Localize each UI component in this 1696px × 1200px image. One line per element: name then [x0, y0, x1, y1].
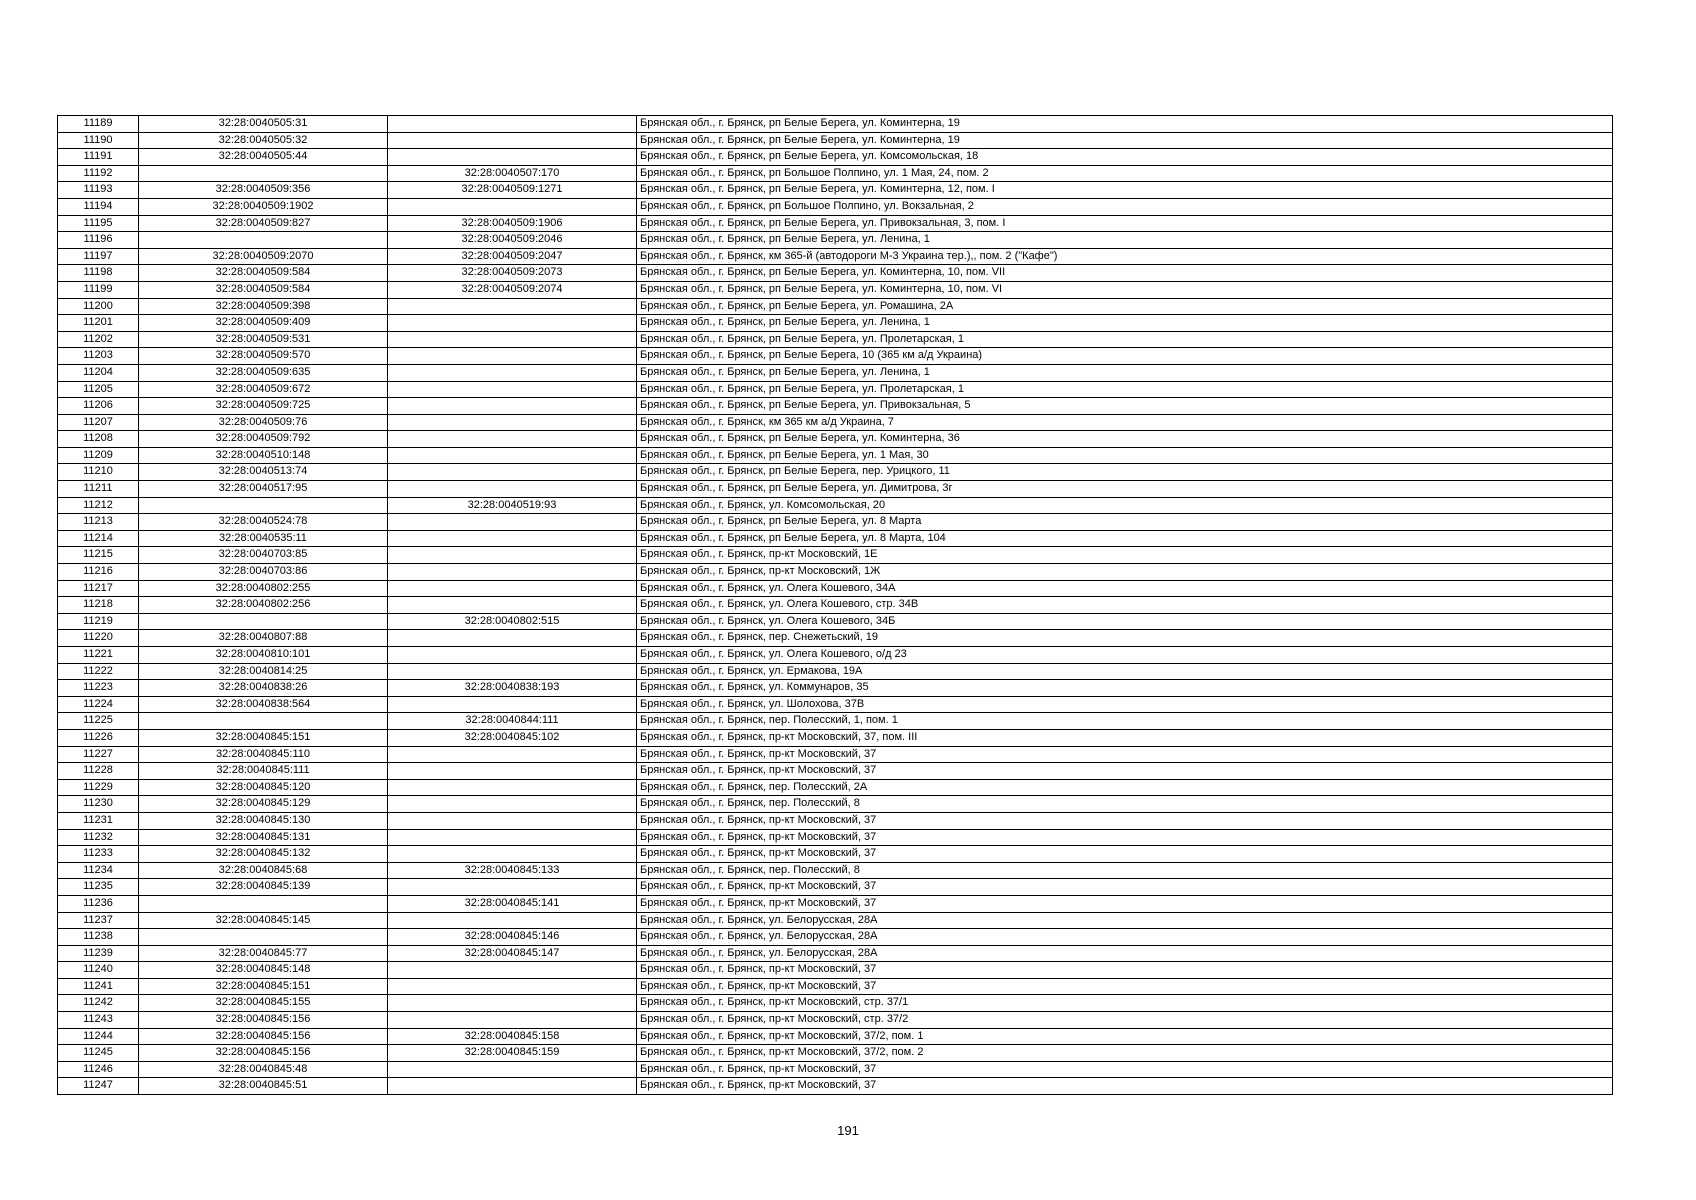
table-row [58, 1012, 1613, 1029]
table-row [58, 331, 1613, 348]
cadastral-number-cell: 32:28:0040509:356 [139, 182, 388, 199]
address-cell: Брянская обл., г. Брянск, пр-кт Московский, стр. 37/1 [637, 995, 1613, 1012]
cadastral-number-cell: 32:28:0040810:101 [139, 647, 388, 664]
table-row [58, 879, 1613, 896]
address-cell: Брянская обл., г. Брянск, км 365 км а/д Украина, 7 [637, 414, 1613, 431]
address-cell: Брянская обл., г. Брянск, пер. Полесский, 2А [637, 779, 1613, 796]
object-cadastral-number-cell: 32:28:0040845:102 [388, 729, 637, 746]
address-cell: Брянская обл., г. Брянск, рп Большое Полпино, ул. Вокзальная, 2 [637, 198, 1613, 215]
cadastral-number-cell [139, 929, 388, 946]
table-row [58, 1028, 1613, 1045]
address-cell: Брянская обл., г. Брянск, пр-кт Московский, 37 [637, 1078, 1613, 1095]
table-row [58, 497, 1613, 514]
table-row [58, 265, 1613, 282]
address-cell: Брянская обл., г. Брянск, ул. Комсомольская, 20 [637, 497, 1613, 514]
object-cadastral-number-cell [388, 812, 637, 829]
table-row [58, 713, 1613, 730]
address-cell: Брянская обл., г. Брянск, пр-кт Московский, 37 [637, 846, 1613, 863]
object-cadastral-number-cell: 32:28:0040845:158 [388, 1028, 637, 1045]
table-row [58, 796, 1613, 813]
page-number: 191 [837, 1123, 859, 1138]
address-cell: Брянская обл., г. Брянск, пр-кт Московский, 37 [637, 1061, 1613, 1078]
object-cadastral-number-cell [388, 298, 637, 315]
object-cadastral-number-cell [388, 547, 637, 564]
table-row [58, 182, 1613, 199]
object-cadastral-number-cell: 32:28:0040519:93 [388, 497, 637, 514]
row-number-cell: 11194 [58, 198, 139, 215]
address-cell: Брянская обл., г. Брянск, рп Белые Берега, ул. Привокзальная, 3, пом. I [637, 215, 1613, 232]
cadastral-number-cell: 32:28:0040509:584 [139, 281, 388, 298]
table-row [58, 962, 1613, 979]
row-number-cell: 11235 [58, 879, 139, 896]
address-cell: Брянская обл., г. Брянск, ул. Белорусская, 28А [637, 945, 1613, 962]
object-cadastral-number-cell: 32:28:0040845:159 [388, 1045, 637, 1062]
object-cadastral-number-cell [388, 746, 637, 763]
address-cell: Брянская обл., г. Брянск, рп Белые Берега, ул. Коминтерна, 36 [637, 431, 1613, 448]
row-number-cell: 11210 [58, 464, 139, 481]
cadastral-number-cell: 32:28:0040845:156 [139, 1028, 388, 1045]
cadastral-number-cell: 32:28:0040505:32 [139, 132, 388, 149]
table-row [58, 597, 1613, 614]
row-number-cell: 11198 [58, 265, 139, 282]
object-cadastral-number-cell: 32:28:0040845:133 [388, 862, 637, 879]
address-cell: Брянская обл., г. Брянск, рп Белые Берега, ул. 1 Мая, 30 [637, 447, 1613, 464]
row-number-cell: 11247 [58, 1078, 139, 1095]
address-cell: Брянская обл., г. Брянск, рп Белые Берега, ул. 8 Марта, 104 [637, 530, 1613, 547]
table-row [58, 580, 1613, 597]
object-cadastral-number-cell [388, 464, 637, 481]
object-cadastral-number-cell [388, 1012, 637, 1029]
table-row [58, 564, 1613, 581]
row-number-cell: 11211 [58, 481, 139, 498]
object-cadastral-number-cell: 32:28:0040509:1271 [388, 182, 637, 199]
table-row [58, 995, 1613, 1012]
object-cadastral-number-cell [388, 348, 637, 365]
row-number-cell: 11220 [58, 630, 139, 647]
cadastral-number-cell: 32:28:0040845:148 [139, 962, 388, 979]
object-cadastral-number-cell: 32:28:0040509:2074 [388, 281, 637, 298]
object-cadastral-number-cell [388, 978, 637, 995]
cadastral-number-cell: 32:28:0040845:139 [139, 879, 388, 896]
address-cell: Брянская обл., г. Брянск, пр-кт Московский, 37 [637, 763, 1613, 780]
address-cell: Брянская обл., г. Брянск, рп Белые Берега, ул. Ленина, 1 [637, 232, 1613, 249]
table-row [58, 298, 1613, 315]
row-number-cell: 11219 [58, 613, 139, 630]
object-cadastral-number-cell [388, 381, 637, 398]
row-number-cell: 11189 [58, 116, 139, 133]
table-row [58, 447, 1613, 464]
row-number-cell: 11224 [58, 696, 139, 713]
object-cadastral-number-cell [388, 962, 637, 979]
object-cadastral-number-cell [388, 564, 637, 581]
cadastral-number-cell: 32:28:0040513:74 [139, 464, 388, 481]
object-cadastral-number-cell [388, 829, 637, 846]
row-number-cell: 11192 [58, 165, 139, 182]
table-row [58, 729, 1613, 746]
row-number-cell: 11222 [58, 663, 139, 680]
row-number-cell: 11208 [58, 431, 139, 448]
address-cell: Брянская обл., г. Брянск, пр-кт Московский, 37, пом. III [637, 729, 1613, 746]
cadastral-number-cell: 32:28:0040802:256 [139, 597, 388, 614]
object-cadastral-number-cell [388, 796, 637, 813]
cadastral-number-cell: 32:28:0040509:570 [139, 348, 388, 365]
address-cell: Брянская обл., г. Брянск, рп Белые Берега, ул. Коминтерна, 10, пом. VI [637, 281, 1613, 298]
cadastral-number-cell: 32:28:0040845:77 [139, 945, 388, 962]
cadastral-number-cell: 32:28:0040845:130 [139, 812, 388, 829]
object-cadastral-number-cell [388, 447, 637, 464]
object-cadastral-number-cell [388, 1061, 637, 1078]
object-cadastral-number-cell [388, 763, 637, 780]
cadastral-number-cell: 32:28:0040509:584 [139, 265, 388, 282]
object-cadastral-number-cell [388, 331, 637, 348]
table-row [58, 945, 1613, 962]
object-cadastral-number-cell [388, 398, 637, 415]
object-cadastral-number-cell: 32:28:0040845:141 [388, 895, 637, 912]
row-number-cell: 11227 [58, 746, 139, 763]
address-cell: Брянская обл., г. Брянск, пр-кт Московский, 37 [637, 978, 1613, 995]
row-number-cell: 11197 [58, 248, 139, 265]
table-row [58, 381, 1613, 398]
address-cell: Брянская обл., г. Брянск, рп Белые Берега, ул. Пролетарская, 1 [637, 381, 1613, 398]
address-cell: Брянская обл., г. Брянск, рп Белые Берега, ул. Комсомольская, 18 [637, 149, 1613, 166]
cadastral-number-cell [139, 497, 388, 514]
address-cell: Брянская обл., г. Брянск, ул. Олега Кошевого, 34А [637, 580, 1613, 597]
object-cadastral-number-cell [388, 879, 637, 896]
object-cadastral-number-cell [388, 912, 637, 929]
cadastral-number-cell: 32:28:0040703:85 [139, 547, 388, 564]
address-cell: Брянская обл., г. Брянск, км 365-й (автодороги М-3 Украина тер.),, пом. 2 ("Кафе") [637, 248, 1613, 265]
table-row [58, 862, 1613, 879]
address-cell: Брянская обл., г. Брянск, ул. Олега Кошевого, стр. 34В [637, 597, 1613, 614]
table-row [58, 829, 1613, 846]
object-cadastral-number-cell [388, 663, 637, 680]
table-row [58, 746, 1613, 763]
cadastral-number-cell: 32:28:0040845:156 [139, 1045, 388, 1062]
row-number-cell: 11212 [58, 497, 139, 514]
address-cell: Брянская обл., г. Брянск, ул. Ермакова, 19А [637, 663, 1613, 680]
address-cell: Брянская обл., г. Брянск, пер. Полесский, 8 [637, 796, 1613, 813]
row-number-cell: 11223 [58, 680, 139, 697]
object-cadastral-number-cell [388, 481, 637, 498]
row-number-cell: 11231 [58, 812, 139, 829]
row-number-cell: 11206 [58, 398, 139, 415]
object-cadastral-number-cell [388, 431, 637, 448]
cadastral-number-cell: 32:28:0040524:78 [139, 514, 388, 531]
table-row [58, 613, 1613, 630]
cadastral-number-cell: 32:28:0040845:155 [139, 995, 388, 1012]
address-cell: Брянская обл., г. Брянск, рп Белые Берега, пер. Урицкого, 11 [637, 464, 1613, 481]
table-row [58, 1061, 1613, 1078]
table-row [58, 281, 1613, 298]
row-number-cell: 11217 [58, 580, 139, 597]
address-cell: Брянская обл., г. Брянск, пр-кт Московский, 37 [637, 879, 1613, 896]
address-cell: Брянская обл., г. Брянск, рп Белые Берега, ул. Привокзальная, 5 [637, 398, 1613, 415]
table-row [58, 530, 1613, 547]
cadastral-number-cell: 32:28:0040509:635 [139, 364, 388, 381]
table-row [58, 763, 1613, 780]
address-cell: Брянская обл., г. Брянск, пр-кт Московский, 1Е [637, 547, 1613, 564]
row-number-cell: 11246 [58, 1061, 139, 1078]
object-cadastral-number-cell: 32:28:0040844:111 [388, 713, 637, 730]
object-cadastral-number-cell: 32:28:0040509:1906 [388, 215, 637, 232]
table-row [58, 431, 1613, 448]
object-cadastral-number-cell [388, 364, 637, 381]
table-row [58, 912, 1613, 929]
row-number-cell: 11226 [58, 729, 139, 746]
cadastral-number-cell: 32:28:0040509:1902 [139, 198, 388, 215]
address-cell: Брянская обл., г. Брянск, рп Белые Берега, ул. Ленина, 1 [637, 364, 1613, 381]
table-row [58, 348, 1613, 365]
cadastral-number-cell: 32:28:0040845:48 [139, 1061, 388, 1078]
table-row [58, 779, 1613, 796]
cadastral-number-cell: 32:28:0040505:31 [139, 116, 388, 133]
row-number-cell: 11239 [58, 945, 139, 962]
table-row [58, 232, 1613, 249]
cadastral-number-cell [139, 613, 388, 630]
cadastral-number-cell: 32:28:0040845:151 [139, 729, 388, 746]
address-cell: Брянская обл., г. Брянск, рп Белые Берега, ул. Ромашина, 2А [637, 298, 1613, 315]
row-number-cell: 11214 [58, 530, 139, 547]
address-cell: Брянская обл., г. Брянск, пер. Снежетьский, 19 [637, 630, 1613, 647]
address-cell: Брянская обл., г. Брянск, рп Белые Берега, ул. Ленина, 1 [637, 315, 1613, 332]
cadastral-number-cell [139, 895, 388, 912]
row-number-cell: 11240 [58, 962, 139, 979]
object-cadastral-number-cell [388, 647, 637, 664]
table-row [58, 812, 1613, 829]
address-cell: Брянская обл., г. Брянск, пр-кт Московский, 37 [637, 829, 1613, 846]
row-number-cell: 11221 [58, 647, 139, 664]
row-number-cell: 11225 [58, 713, 139, 730]
table-row [58, 978, 1613, 995]
table-row [58, 198, 1613, 215]
object-cadastral-number-cell [388, 995, 637, 1012]
cadastral-number-cell: 32:28:0040845:51 [139, 1078, 388, 1095]
row-number-cell: 11193 [58, 182, 139, 199]
object-cadastral-number-cell: 32:28:0040509:2047 [388, 248, 637, 265]
object-cadastral-number-cell: 32:28:0040507:170 [388, 165, 637, 182]
cadastral-number-cell: 32:28:0040535:11 [139, 530, 388, 547]
table-row [58, 398, 1613, 415]
object-cadastral-number-cell [388, 530, 637, 547]
row-number-cell: 11204 [58, 364, 139, 381]
table-row [58, 929, 1613, 946]
row-number-cell: 11234 [58, 862, 139, 879]
table-row [58, 630, 1613, 647]
row-number-cell: 11203 [58, 348, 139, 365]
address-cell: Брянская обл., г. Брянск, пер. Полесский, 8 [637, 862, 1613, 879]
cadastral-number-cell [139, 165, 388, 182]
cadastral-number-cell: 32:28:0040845:145 [139, 912, 388, 929]
address-cell: Брянская обл., г. Брянск, пр-кт Московский, 37 [637, 895, 1613, 912]
row-number-cell: 11244 [58, 1028, 139, 1045]
table-row [58, 116, 1613, 133]
cadastral-number-cell: 32:28:0040509:827 [139, 215, 388, 232]
address-cell: Брянская обл., г. Брянск, ул. Белорусская, 28А [637, 912, 1613, 929]
cadastral-number-cell: 32:28:0040703:86 [139, 564, 388, 581]
cadastral-number-cell: 32:28:0040509:398 [139, 298, 388, 315]
cadastral-number-cell [139, 232, 388, 249]
table-row [58, 647, 1613, 664]
object-cadastral-number-cell: 32:28:0040802:515 [388, 613, 637, 630]
cadastral-number-cell [139, 713, 388, 730]
address-cell: Брянская обл., г. Брянск, пр-кт Московский, 37 [637, 746, 1613, 763]
cadastral-number-cell: 32:28:0040845:131 [139, 829, 388, 846]
object-cadastral-number-cell [388, 846, 637, 863]
cadastral-number-cell: 32:28:0040814:25 [139, 663, 388, 680]
cadastral-number-cell: 32:28:0040509:76 [139, 414, 388, 431]
cadastral-number-cell: 32:28:0040510:148 [139, 447, 388, 464]
row-number-cell: 11237 [58, 912, 139, 929]
row-number-cell: 11229 [58, 779, 139, 796]
row-number-cell: 11215 [58, 547, 139, 564]
table-row [58, 895, 1613, 912]
object-cadastral-number-cell [388, 1078, 637, 1095]
address-cell: Брянская обл., г. Брянск, ул. Коммунаров, 35 [637, 680, 1613, 697]
object-cadastral-number-cell [388, 414, 637, 431]
object-cadastral-number-cell: 32:28:0040845:147 [388, 945, 637, 962]
address-cell: Брянская обл., г. Брянск, рп Белые Берега, ул. Пролетарская, 1 [637, 331, 1613, 348]
row-number-cell: 11205 [58, 381, 139, 398]
row-number-cell: 11199 [58, 281, 139, 298]
address-cell: Брянская обл., г. Брянск, ул. Олега Кошевого, о/д 23 [637, 647, 1613, 664]
address-cell: Брянская обл., г. Брянск, пр-кт Московский, 37 [637, 962, 1613, 979]
address-cell: Брянская обл., г. Брянск, пр-кт Московский, 1Ж [637, 564, 1613, 581]
cadastral-number-cell: 32:28:0040509:2070 [139, 248, 388, 265]
row-number-cell: 11195 [58, 215, 139, 232]
object-cadastral-number-cell: 32:28:0040845:146 [388, 929, 637, 946]
object-cadastral-number-cell [388, 315, 637, 332]
cadastral-number-cell: 32:28:0040802:255 [139, 580, 388, 597]
row-number-cell: 11232 [58, 829, 139, 846]
table-row [58, 132, 1613, 149]
object-cadastral-number-cell [388, 198, 637, 215]
cadastral-number-cell: 32:28:0040807:88 [139, 630, 388, 647]
row-number-cell: 11196 [58, 232, 139, 249]
cadastral-number-cell: 32:28:0040509:672 [139, 381, 388, 398]
row-number-cell: 11242 [58, 995, 139, 1012]
row-number-cell: 11233 [58, 846, 139, 863]
object-cadastral-number-cell [388, 630, 637, 647]
table-row [58, 315, 1613, 332]
address-cell: Брянская обл., г. Брянск, ул. Шолохова, 37В [637, 696, 1613, 713]
cadastral-number-cell: 32:28:0040505:44 [139, 149, 388, 166]
row-number-cell: 11243 [58, 1012, 139, 1029]
table-row [58, 215, 1613, 232]
row-number-cell: 11200 [58, 298, 139, 315]
object-cadastral-number-cell [388, 149, 637, 166]
row-number-cell: 11216 [58, 564, 139, 581]
table-row [58, 663, 1613, 680]
object-cadastral-number-cell [388, 597, 637, 614]
table-row [58, 1078, 1613, 1095]
address-cell: Брянская обл., г. Брянск, пер. Полесский, 1, пом. 1 [637, 713, 1613, 730]
table-row [58, 149, 1613, 166]
cadastral-number-cell: 32:28:0040845:156 [139, 1012, 388, 1029]
address-cell: Брянская обл., г. Брянск, пр-кт Московский, 37/2, пом. 2 [637, 1045, 1613, 1062]
address-cell: Брянская обл., г. Брянск, рп Белые Берега, 10 (365 км а/д Украина) [637, 348, 1613, 365]
row-number-cell: 11245 [58, 1045, 139, 1062]
cadastral-number-cell: 32:28:0040845:151 [139, 978, 388, 995]
object-cadastral-number-cell [388, 580, 637, 597]
table-row [58, 464, 1613, 481]
object-cadastral-number-cell [388, 696, 637, 713]
address-cell: Брянская обл., г. Брянск, пр-кт Московский, 37/2, пом. 1 [637, 1028, 1613, 1045]
address-cell: Брянская обл., г. Брянск, рп Белые Берега, ул. Коминтерна, 19 [637, 132, 1613, 149]
table-row [58, 414, 1613, 431]
row-number-cell: 11209 [58, 447, 139, 464]
object-cadastral-number-cell [388, 514, 637, 531]
cadastral-number-cell: 32:28:0040509:409 [139, 315, 388, 332]
object-cadastral-number-cell [388, 779, 637, 796]
object-cadastral-number-cell: 32:28:0040509:2046 [388, 232, 637, 249]
address-cell: Брянская обл., г. Брянск, пр-кт Московский, стр. 37/2 [637, 1012, 1613, 1029]
object-cadastral-number-cell [388, 132, 637, 149]
table-row [58, 248, 1613, 265]
cadastral-number-cell: 32:28:0040509:792 [139, 431, 388, 448]
row-number-cell: 11218 [58, 597, 139, 614]
cadastral-number-cell: 32:28:0040845:110 [139, 746, 388, 763]
object-cadastral-number-cell: 32:28:0040509:2073 [388, 265, 637, 282]
cadastral-number-cell: 32:28:0040838:26 [139, 680, 388, 697]
table-row [58, 364, 1613, 381]
address-cell: Брянская обл., г. Брянск, рп Белые Берега, ул. 8 Марта [637, 514, 1613, 531]
cadastral-number-cell: 32:28:0040838:564 [139, 696, 388, 713]
row-number-cell: 11190 [58, 132, 139, 149]
address-cell: Брянская обл., г. Брянск, ул. Белорусская, 28А [637, 929, 1613, 946]
row-number-cell: 11207 [58, 414, 139, 431]
address-cell: Брянская обл., г. Брянск, рп Белые Берега, ул. Димитрова, 3г [637, 481, 1613, 498]
cadastral-number-cell: 32:28:0040845:111 [139, 763, 388, 780]
registry-table [57, 115, 1613, 1095]
cadastral-number-cell: 32:28:0040509:531 [139, 331, 388, 348]
table-row [58, 547, 1613, 564]
cadastral-number-cell: 32:28:0040517:95 [139, 481, 388, 498]
cadastral-number-cell: 32:28:0040845:129 [139, 796, 388, 813]
address-cell: Брянская обл., г. Брянск, рп Белые Берега, ул. Коминтерна, 12, пом. I [637, 182, 1613, 199]
table-row [58, 846, 1613, 863]
table-row [58, 1045, 1613, 1062]
row-number-cell: 11201 [58, 315, 139, 332]
cadastral-number-cell: 32:28:0040845:120 [139, 779, 388, 796]
row-number-cell: 11213 [58, 514, 139, 531]
address-cell: Брянская обл., г. Брянск, ул. Олега Кошевого, 34Б [637, 613, 1613, 630]
object-cadastral-number-cell: 32:28:0040838:193 [388, 680, 637, 697]
table-body [58, 116, 1613, 1095]
row-number-cell: 11202 [58, 331, 139, 348]
row-number-cell: 11236 [58, 895, 139, 912]
row-number-cell: 11228 [58, 763, 139, 780]
table-row [58, 481, 1613, 498]
cadastral-number-cell: 32:28:0040845:68 [139, 862, 388, 879]
row-number-cell: 11191 [58, 149, 139, 166]
address-cell: Брянская обл., г. Брянск, рп Белые Берега, ул. Коминтерна, 19 [637, 116, 1613, 133]
address-cell: Брянская обл., г. Брянск, пр-кт Московский, 37 [637, 812, 1613, 829]
object-cadastral-number-cell [388, 116, 637, 133]
address-cell: Брянская обл., г. Брянск, рп Большое Полпино, ул. 1 Мая, 24, пом. 2 [637, 165, 1613, 182]
cadastral-number-cell: 32:28:0040509:725 [139, 398, 388, 415]
row-number-cell: 11230 [58, 796, 139, 813]
cadastral-number-cell: 32:28:0040845:132 [139, 846, 388, 863]
table-row [58, 165, 1613, 182]
table-row [58, 696, 1613, 713]
row-number-cell: 11241 [58, 978, 139, 995]
address-cell: Брянская обл., г. Брянск, рп Белые Берега, ул. Коминтерна, 10, пом. VII [637, 265, 1613, 282]
table-row [58, 514, 1613, 531]
table-row [58, 680, 1613, 697]
row-number-cell: 11238 [58, 929, 139, 946]
